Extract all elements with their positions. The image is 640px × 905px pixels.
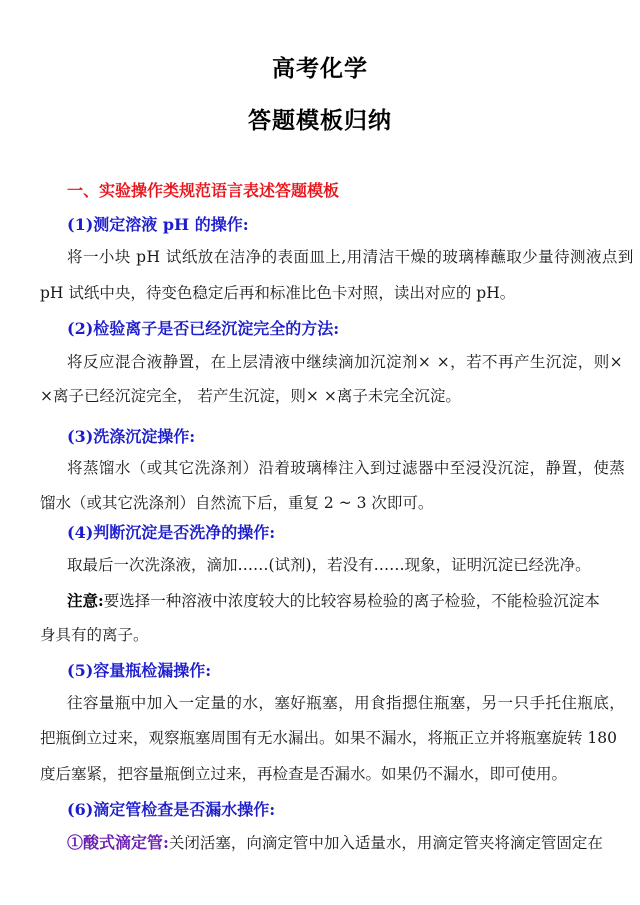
paragraph-line: 将一小块 pH 试纸放在洁净的表面皿上,用清洁干燥的玻璃棒蘸取少量待测液点到 [67,248,634,266]
paragraph-line: pH 试纸中央，待变色稳定后再和标准比色卡对照，读出对应的 pH。 [40,284,516,302]
paragraph-line: 度后塞紧，把容量瓶倒立过来，再检查是否漏水。如果仍不漏水，即可使用。 [40,765,568,783]
paragraph-line: 将反应混合液静置，在上层清液中继续滴加沉淀剂× ×，若不再产生沉淀，则× [67,353,624,371]
paragraph-line: 身具有的离子。 [40,626,149,644]
paragraph-line: 馏水（或其它洗涤剂）自然流下后，重复 2 ~ 3 次即可。 [40,494,434,512]
item-heading-wash: (3)洗涤沉淀操作: [67,427,196,446]
item-heading-flask: (5)容量瓶检漏操作: [67,661,212,680]
note-label: 注意: [67,591,104,610]
item-heading-wash-check: (4)判断沉淀是否洗净的操作: [67,523,276,542]
paragraph-line: ×离子已经沉淀完全， 若产生沉淀，则× ×离子未完全沉淀。 [40,387,461,405]
paragraph-line: 把瓶倒立过来，观察瓶塞周围有无水漏出。如果不漏水，将瓶正立并将瓶塞旋转 180 [40,729,618,747]
paragraph-line [67,830,603,853]
note-text: 要选择一种溶液中浓度较大的比较容易检验的离子检验，不能检验沉淀本 [103,592,600,610]
page-title: 高考化学 [272,55,368,82]
item-heading-ph: (1)测定溶液 pH 的操作: [67,215,249,234]
item-heading-ion-check: (2)检验离子是否已经沉淀完全的方法: [67,319,340,338]
sub-text: 关闭活塞，向滴定管中加入适量水，用滴定管夹将滴定管固定在 [168,834,603,852]
paragraph-line: 取最后一次洗涤液，滴加……(试剂)，若没有……现象，证明沉淀已经洗净。 [67,556,591,574]
sub-label-acid-burette: ①酸式滴定管: [67,833,169,852]
page-subtitle: 答题模板归纳 [248,107,392,134]
section-heading: 一、实验操作类规范语言表述答题模板 [67,181,340,200]
paragraph-line: 将蒸馏水（或其它洗涤剂）沿着玻璃棒注入到过滤器中至浸没沉淀，静置，使蒸 [67,459,626,477]
item-heading-burette: (6)滴定管检查是否漏水操作: [67,800,276,819]
note-line [67,589,600,611]
paragraph-line: 往容量瓶中加入一定量的水，塞好瓶塞，用食指摁住瓶塞，另一只手托住瓶底， [67,694,626,712]
